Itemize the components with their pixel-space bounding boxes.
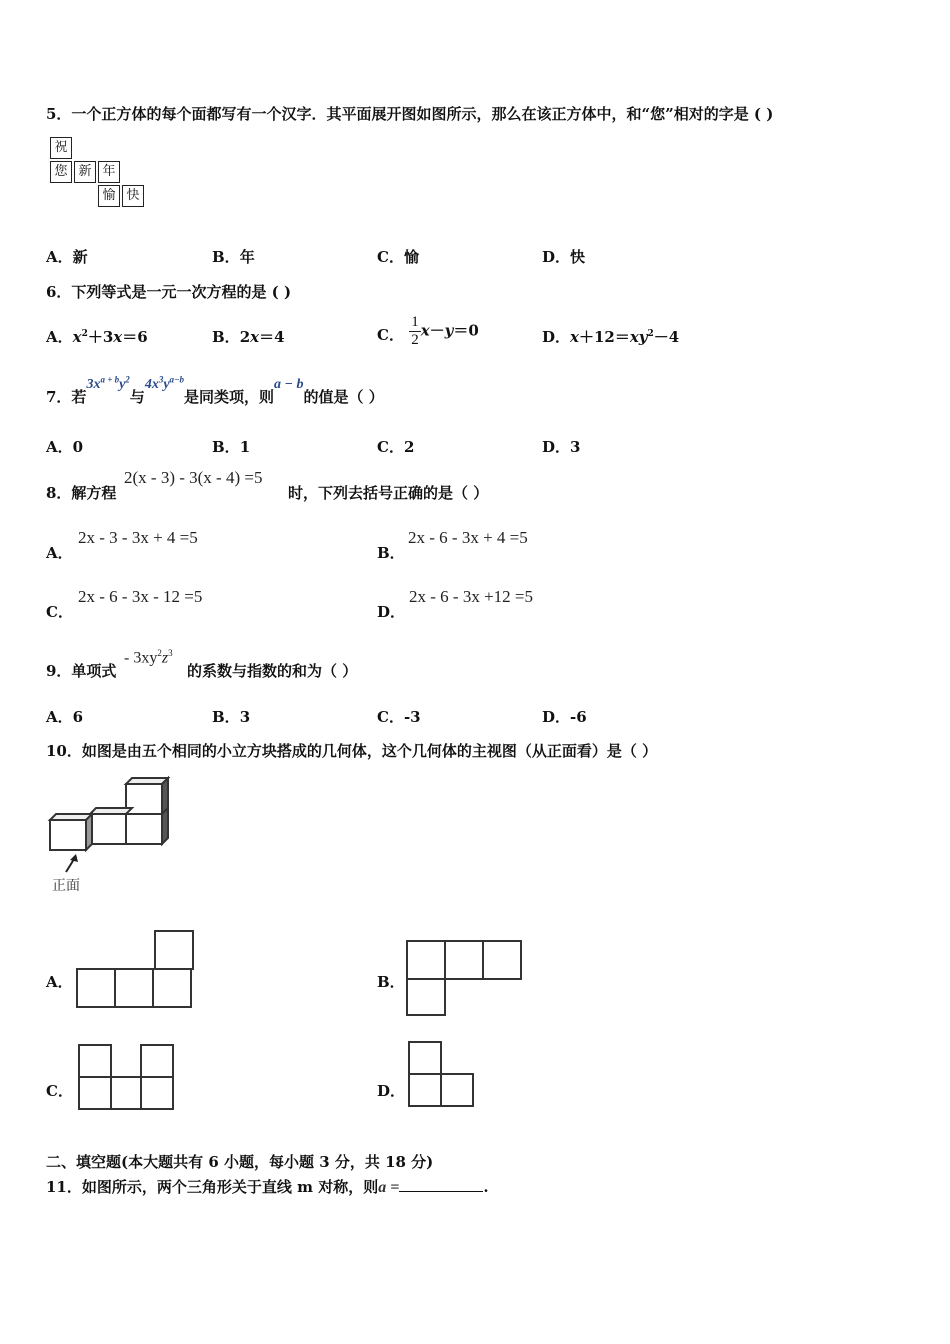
term-base: y	[119, 377, 126, 392]
option-math: x	[570, 328, 579, 346]
front-label: 正面	[52, 878, 80, 894]
q9-text-suffix: 的系数与指数的和为（ ）	[187, 662, 358, 680]
option-math: xy	[629, 328, 648, 346]
option-value: 快	[570, 248, 586, 266]
view-square	[152, 968, 192, 1008]
view-square	[154, 930, 194, 970]
option-value: 3	[239, 708, 251, 726]
term-exponent: 2	[125, 374, 130, 385]
q7-expression: a − b	[274, 377, 304, 392]
q7-suffix: 是同类项，则	[184, 388, 275, 406]
q6-text: 6．下列等式是一元一次方程的是 ( )	[46, 283, 292, 301]
term-base: 3x	[86, 377, 101, 392]
q7-option-a[interactable]	[46, 436, 83, 457]
q11-text	[46, 1176, 489, 1197]
view-square	[114, 968, 154, 1008]
arrow-icon	[66, 854, 78, 872]
q8-option-b-value: 2x - 6 - 3x + 4 =5	[408, 528, 528, 547]
q8-option-d-label[interactable]: D．	[377, 603, 406, 621]
option-label: B．	[212, 708, 240, 726]
net-cell-4: 年	[98, 161, 120, 183]
q6-option-b[interactable]	[212, 326, 285, 347]
q9-option-a[interactable]	[46, 706, 83, 727]
option-math: ＋12＝	[578, 328, 630, 346]
net-cell-3: 新	[74, 161, 96, 183]
option-label: D．	[542, 438, 571, 456]
option-math: y	[444, 321, 454, 340]
option-value: 愉	[403, 248, 419, 266]
term-base: - 3xy	[124, 649, 158, 667]
option-label: C．	[377, 325, 404, 344]
q8-text-suffix: 时，下列去括号正确的是（ ）	[288, 484, 489, 502]
q8-option-d-value: 2x - 6 - 3x +12 =5	[409, 587, 533, 606]
option-math: －4	[653, 328, 680, 346]
q5-option-b[interactable]	[212, 246, 255, 267]
q8-option-a-label[interactable]: A．	[46, 544, 73, 562]
view-square	[110, 1076, 142, 1110]
cube-net-figure	[50, 137, 150, 211]
option-value: 年	[239, 248, 255, 266]
q7-option-b[interactable]	[212, 436, 250, 457]
view-square	[406, 978, 446, 1016]
view-square	[408, 1041, 442, 1075]
q9-option-b[interactable]	[212, 706, 250, 727]
option-label: A．	[46, 248, 73, 266]
q7-mid: 与	[129, 388, 145, 406]
option-value: 3	[570, 438, 581, 456]
q6-option-a[interactable]	[46, 326, 148, 347]
fraction-denominator: 2	[411, 332, 419, 348]
q8-option-c-value: 2x - 6 - 3x - 12 =5	[78, 587, 203, 606]
q5-text: 5．一个正方体的每个面都写有一个汉字．其平面展开图如图所示，那么在该正方体中，和“您”相对的字是 ( )	[46, 105, 774, 123]
answer-blank[interactable]	[399, 1177, 483, 1192]
term-exponent: 3	[168, 648, 173, 658]
option-label: D．	[542, 248, 571, 266]
q10-option-c-label[interactable]: C．	[46, 1082, 73, 1100]
q11-prompt: 11．如图所示，两个三角形关于直线 m 对称，则	[46, 1178, 379, 1196]
option-value: -6	[570, 708, 587, 726]
option-label: B．	[212, 328, 240, 346]
option-math: x	[250, 328, 260, 346]
option-math: 2	[239, 328, 251, 346]
option-label: D．	[542, 708, 571, 726]
net-cell-2: 您	[50, 161, 72, 183]
option-math: ＝6	[122, 328, 148, 346]
option-math: ＋3	[87, 328, 114, 346]
q5-option-d[interactable]	[542, 246, 585, 267]
option-value: 6	[72, 708, 84, 726]
q11-end: .	[483, 1178, 489, 1196]
q6-option-d[interactable]	[542, 326, 679, 347]
q10-option-a-label[interactable]: A．	[46, 973, 73, 991]
q9-text-prefix: 9．单项式	[46, 662, 117, 680]
option-label: A．	[46, 708, 73, 726]
option-label: C．	[377, 708, 404, 726]
net-cell-5: 愉	[98, 185, 120, 207]
q9-monomial	[124, 648, 173, 667]
view-square	[78, 1044, 112, 1078]
option-math: ＝4	[259, 328, 285, 346]
option-label: D．	[542, 328, 571, 346]
q7-term1	[86, 374, 130, 392]
option-value: 2	[403, 438, 415, 456]
option-math: －	[429, 321, 445, 340]
view-square	[444, 940, 484, 980]
q10-option-c-figure[interactable]	[78, 1044, 176, 1110]
q10-option-d-figure[interactable]	[408, 1041, 478, 1109]
q10-option-b-figure[interactable]	[406, 940, 526, 1016]
option-label: A．	[46, 438, 73, 456]
term-exponent: 2	[157, 648, 162, 658]
term-exponent: a + b	[100, 374, 120, 385]
option-label: C．	[377, 248, 404, 266]
q9-option-d[interactable]	[542, 706, 587, 727]
option-label: A．	[46, 328, 73, 346]
cube-stack-figure	[44, 774, 178, 896]
term-base: z	[161, 649, 169, 667]
term-exponent: 3	[158, 374, 164, 385]
q7-suffix: 的值是（ ）	[303, 388, 384, 406]
view-square	[440, 1073, 474, 1107]
option-math: x	[420, 321, 430, 340]
option-label: B．	[212, 438, 240, 456]
view-square	[140, 1044, 174, 1078]
q8-equation: 2(x - 3) - 3(x - 4) =5	[124, 468, 263, 487]
q6-option-c[interactable]	[377, 314, 479, 349]
option-math: 2	[81, 329, 88, 339]
q10-option-a-figure[interactable]	[76, 930, 194, 1010]
view-square	[408, 1073, 442, 1107]
q7-option-c[interactable]	[377, 436, 414, 457]
view-square	[76, 968, 116, 1008]
fraction-numerator: 1	[411, 314, 419, 330]
option-value: -3	[403, 708, 421, 726]
q5-option-a[interactable]	[46, 246, 88, 267]
net-cell-1: 祝	[50, 137, 72, 159]
option-math: x	[113, 328, 123, 346]
q8-option-c-label[interactable]: C．	[46, 603, 73, 621]
view-square	[140, 1076, 174, 1110]
q8-option-a-value: 2x - 3 - 3x + 4 =5	[78, 528, 198, 547]
option-math: x	[72, 328, 82, 346]
q10-text: 10．如图是由五个相同的小立方块搭成的几何体，这个几何体的主视图（从正面看）是（ ）	[46, 742, 658, 760]
option-value: 新	[72, 248, 88, 266]
view-square	[78, 1076, 112, 1110]
option-math: ＝0	[453, 321, 479, 340]
q7-term2	[144, 374, 184, 392]
option-value: 0	[72, 438, 84, 456]
q8-option-b-label[interactable]: B．	[377, 544, 405, 562]
q7-prefix: 7．若	[46, 388, 87, 406]
view-square	[482, 940, 522, 980]
q8-text-prefix: 8．解方程	[46, 484, 117, 502]
q10-option-d-label[interactable]: D．	[377, 1082, 406, 1100]
q5-option-c[interactable]	[377, 246, 419, 267]
option-label: C．	[377, 438, 404, 456]
view-square	[406, 940, 446, 980]
term-exponent: a−b	[169, 374, 184, 385]
net-cell-6: 快	[122, 185, 144, 207]
fraction	[409, 314, 421, 349]
option-math: 2	[647, 329, 654, 339]
q10-option-b-label[interactable]: B．	[377, 973, 405, 991]
q7-text	[46, 372, 384, 406]
q7-option-d[interactable]	[542, 436, 580, 457]
section-title: 二、填空题(本大题共有 6 小题，每小题 3 分，共 18 分)	[46, 1153, 434, 1171]
q9-option-c[interactable]	[377, 706, 421, 727]
term-base: 4x	[144, 377, 159, 392]
term-base: y	[163, 377, 170, 392]
option-value: 1	[239, 438, 251, 456]
option-label: B．	[212, 248, 240, 266]
q11-expression: a =	[378, 1179, 400, 1196]
